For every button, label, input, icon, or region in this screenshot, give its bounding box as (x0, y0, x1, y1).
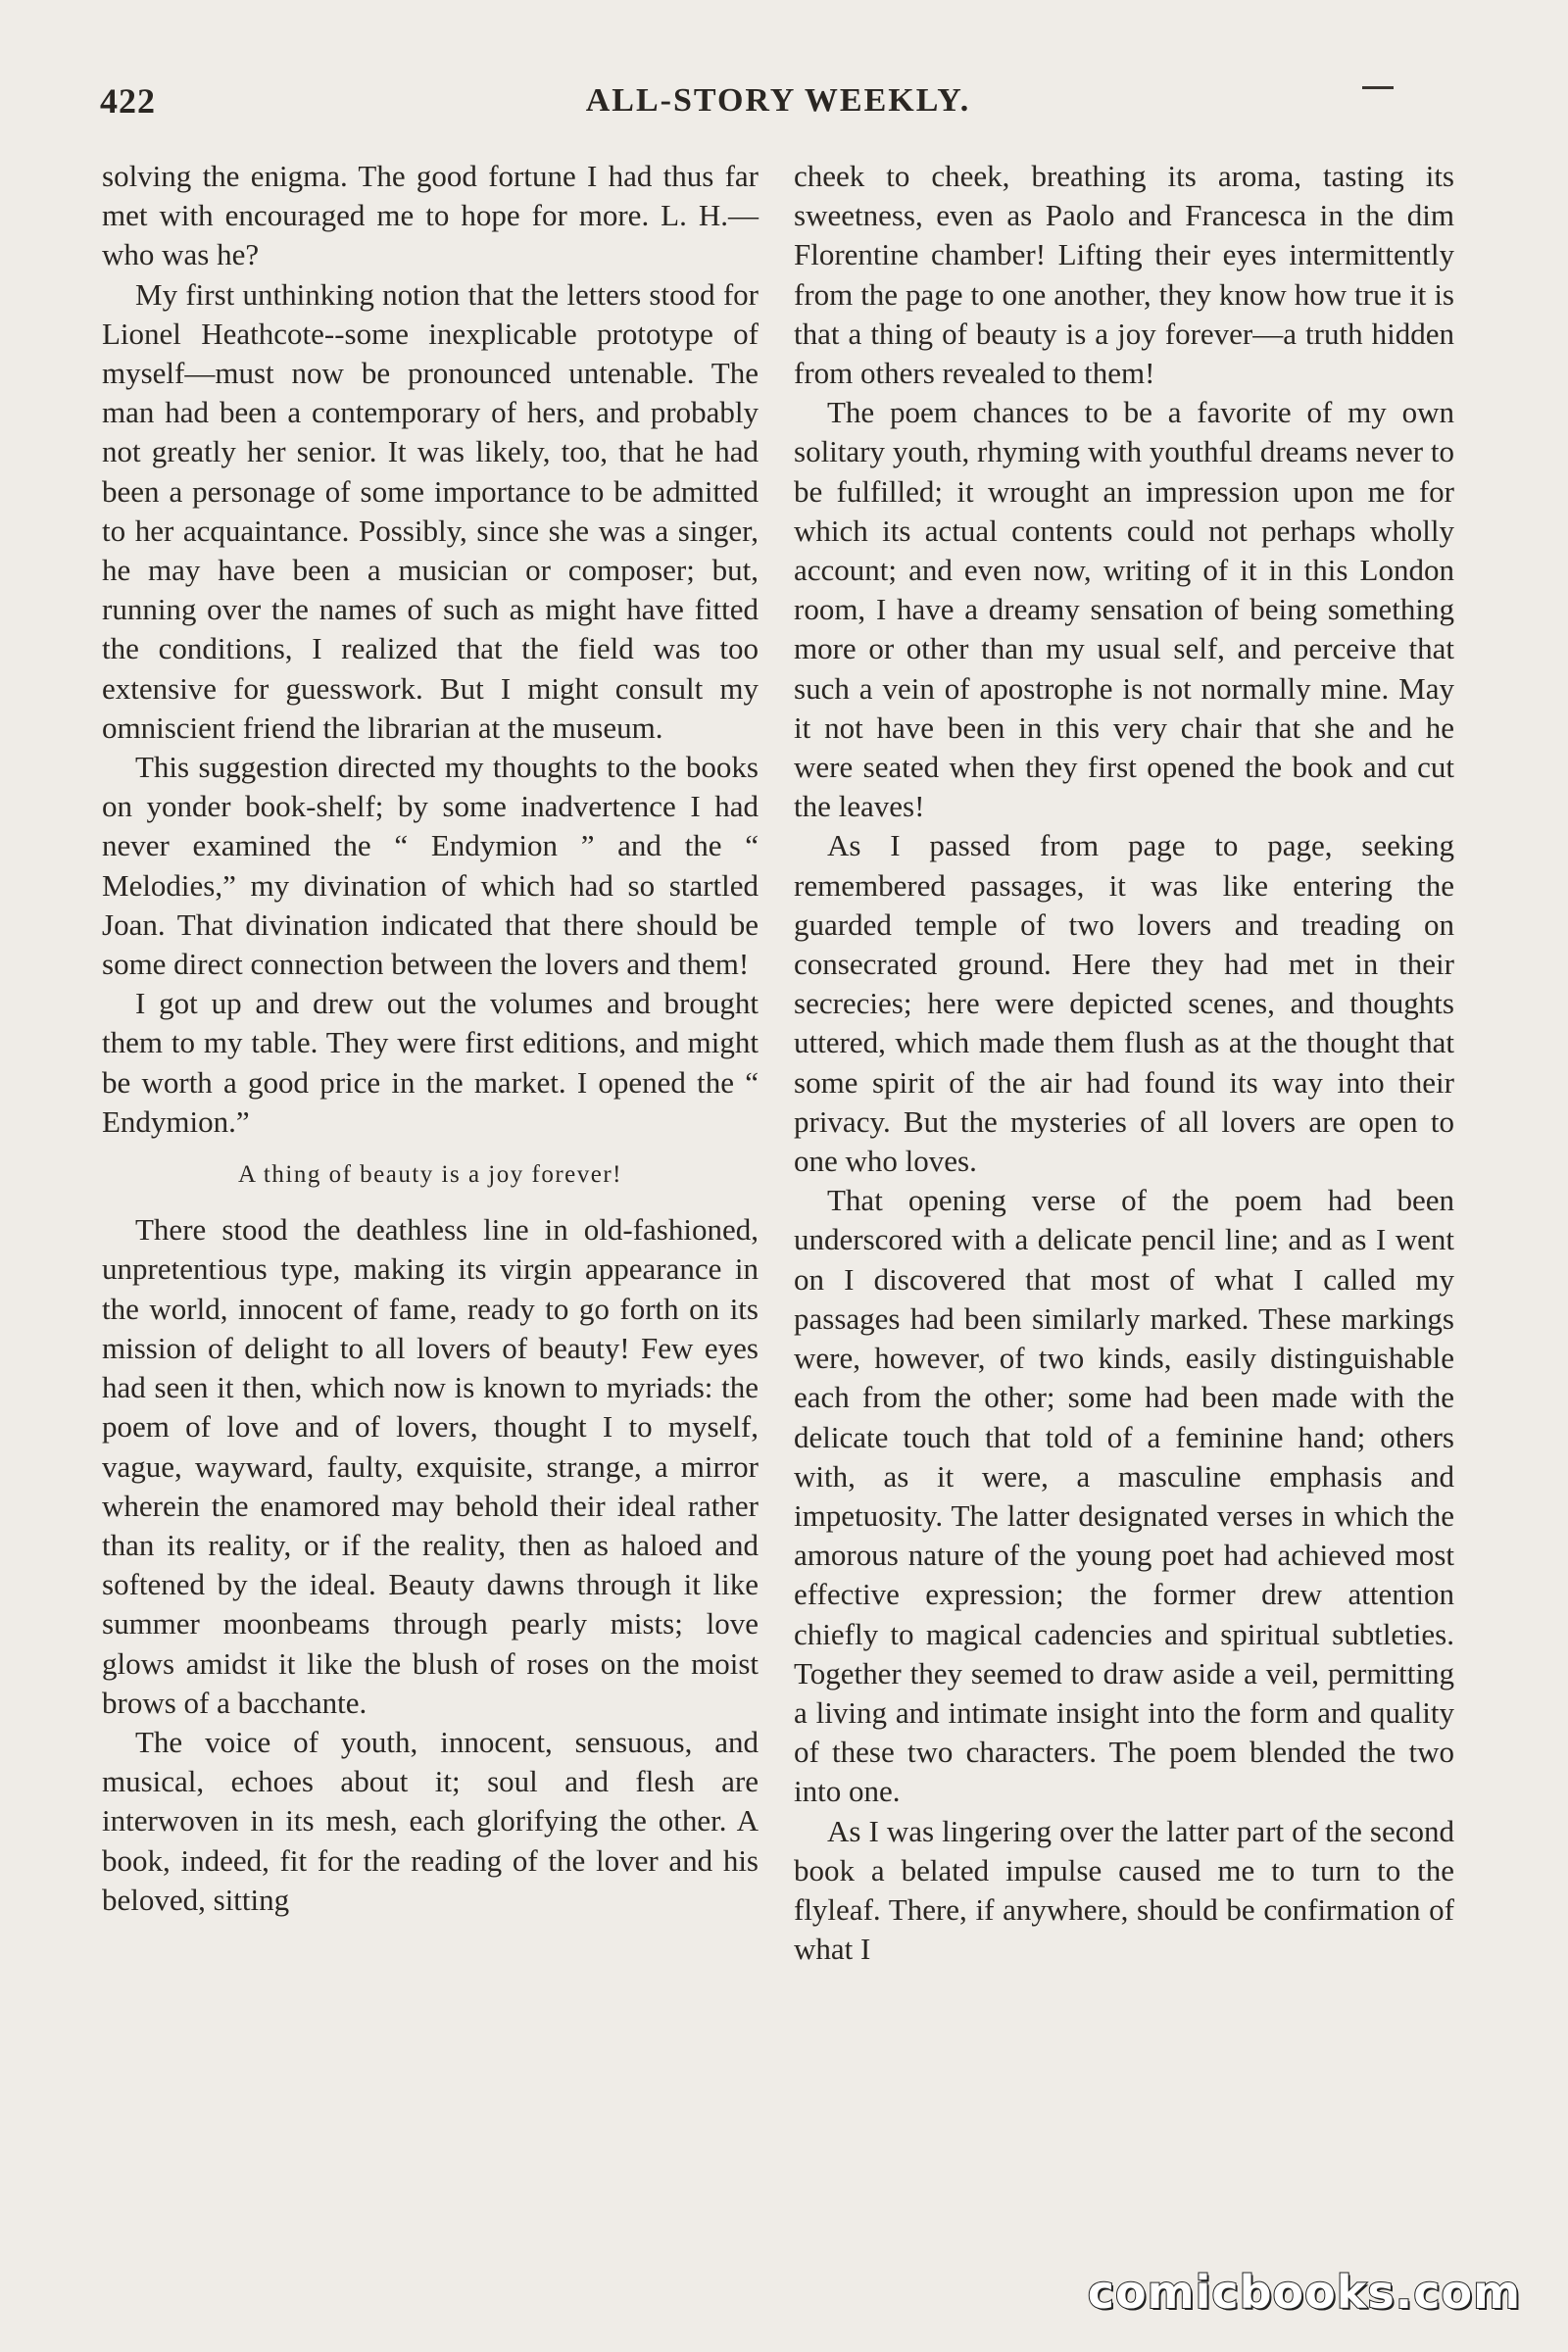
site-watermark: comicbooks.com (1087, 2266, 1521, 2319)
paragraph: My first unthinking notion that the letters stood for Lionel Heathcote--some inexplicable prototype of myself—must now be pronounced untenable. The man had been a contemporary of hers, and probably not greatly her senior. It was likely, too, that he had been a personage of some importance to be admitted to her acquaintance. Possibly, since she was a singer, he may have been a musician or composer; but, running over the names of such as might have fitted the conditions, I realized that the field was too extensive for guesswork. But I might consult my omniscient friend the librarian at the museum. (102, 276, 759, 745)
paragraph: This suggestion directed my thoughts to the books on yonder book-shelf; by some inadvertence I had never examined the “ Endymion ” and the “ Melodies,” my divination of which had so startled Joan. That divination indicated that there should be some direct connection between the lovers and them! (102, 750, 759, 982)
paragraph: I got up and drew out the volumes and brought them to my table. They were first editions, and might be worth a good price in the market. I opened the “ Endymion.” (102, 986, 759, 1139)
paragraph: That opening verse of the poem had been underscored with a delicate pencil line; and as I went on I discovered that most of what I called my passages had been similarly marked. These markings were, however, of two kinds, easily distinguishable each from the other; some had been made with the delicate touch that told of a feminine hand; others with, as it were, a masculine emphasis and impetuosity. The latter designated verses in which the amorous nature of the young poet had achieved most effective expression; the former drew attention chiefly to magical cadencies and spiritual subtleties. Together they seemed to draw aside a veil, permitting a living and intimate insight into the form and quality of these two characters. The poem blended the two into one. (794, 1183, 1454, 1809)
poem-quote: A thing of beauty is a joy forever! (238, 1161, 622, 1189)
corner-mark (1362, 86, 1394, 89)
paragraph: As I passed from page to page, seeking remembered passages, it was like entering the guarded temple of two lovers and treading on consecrated ground. Here they had met in their secrecies; here were depicted scenes, and thoughts uttered, which made them flush as at the thought that some spirit of the air had found its way into their privacy. But the mysteries of all lovers are open to one who loves. (794, 828, 1454, 1179)
right-column (794, 157, 1454, 1969)
paragraph: cheek to cheek, breathing its aroma, tasting its sweetness, even as Paolo and Francesca in the dim Florentine chamber! Lifting their eyes intermittently from the page to one another, they know how true it is that a thing of beauty is a joy forever—a truth hidden from others revealed to them! (794, 159, 1454, 391)
page-header (100, 80, 1456, 129)
magazine-title: ALL-STORY WEEKLY. (585, 82, 971, 119)
page-number: 422 (100, 81, 156, 121)
left-column (102, 157, 759, 1920)
paragraph: solving the enigma. The good fortune I had thus far met with encouraged me to hope for more. L. H.—who was he? (102, 159, 759, 272)
paragraph: As I was lingering over the latter part of the second book a belated impulse caused me to turn to the flyleaf. There, if anywhere, should be confirmation of what I (794, 1813, 1454, 1967)
paragraph: There stood the deathless line in old-fashioned, unpretentious type, making its virgin appearance in the world, innocent of fame, ready to go forth on its mission of delight to all lovers of beauty! Few eyes had seen it then, which now is known to myriads: the poem of love and of lovers, thought I to myself, vague, wayward, faulty, exquisite, strange, a mirror wherein the enamored may behold their ideal rather than its reality, or if the reality, then as haloed and softened by the ideal. Beauty dawns through it like summer moonbeams through pearly mists; love glows amidst it like the blush of roses on the moist brows of a bacchante. (102, 1212, 759, 1720)
paragraph: The voice of youth, innocent, sensuous, and musical, echoes about it; soul and flesh are interwoven in its mesh, each glorifying the other. A book, indeed, fit for the reading of the lover and his beloved, sitting (102, 1724, 759, 1917)
paragraph: The poem chances to be a favorite of my own solitary youth, rhyming with youthful dreams never to be fulfilled; it wrought an impression upon me for which its actual contents could not perhaps wholly account; and even now, writing of it in this London room, I have a dreamy sensation of being something more or other than my usual self, and perceive that such a vein of apostrophe is not normally mine. May it not have been in this very chair that she and he were seated when they first opened the book and cut the leaves! (794, 395, 1454, 824)
